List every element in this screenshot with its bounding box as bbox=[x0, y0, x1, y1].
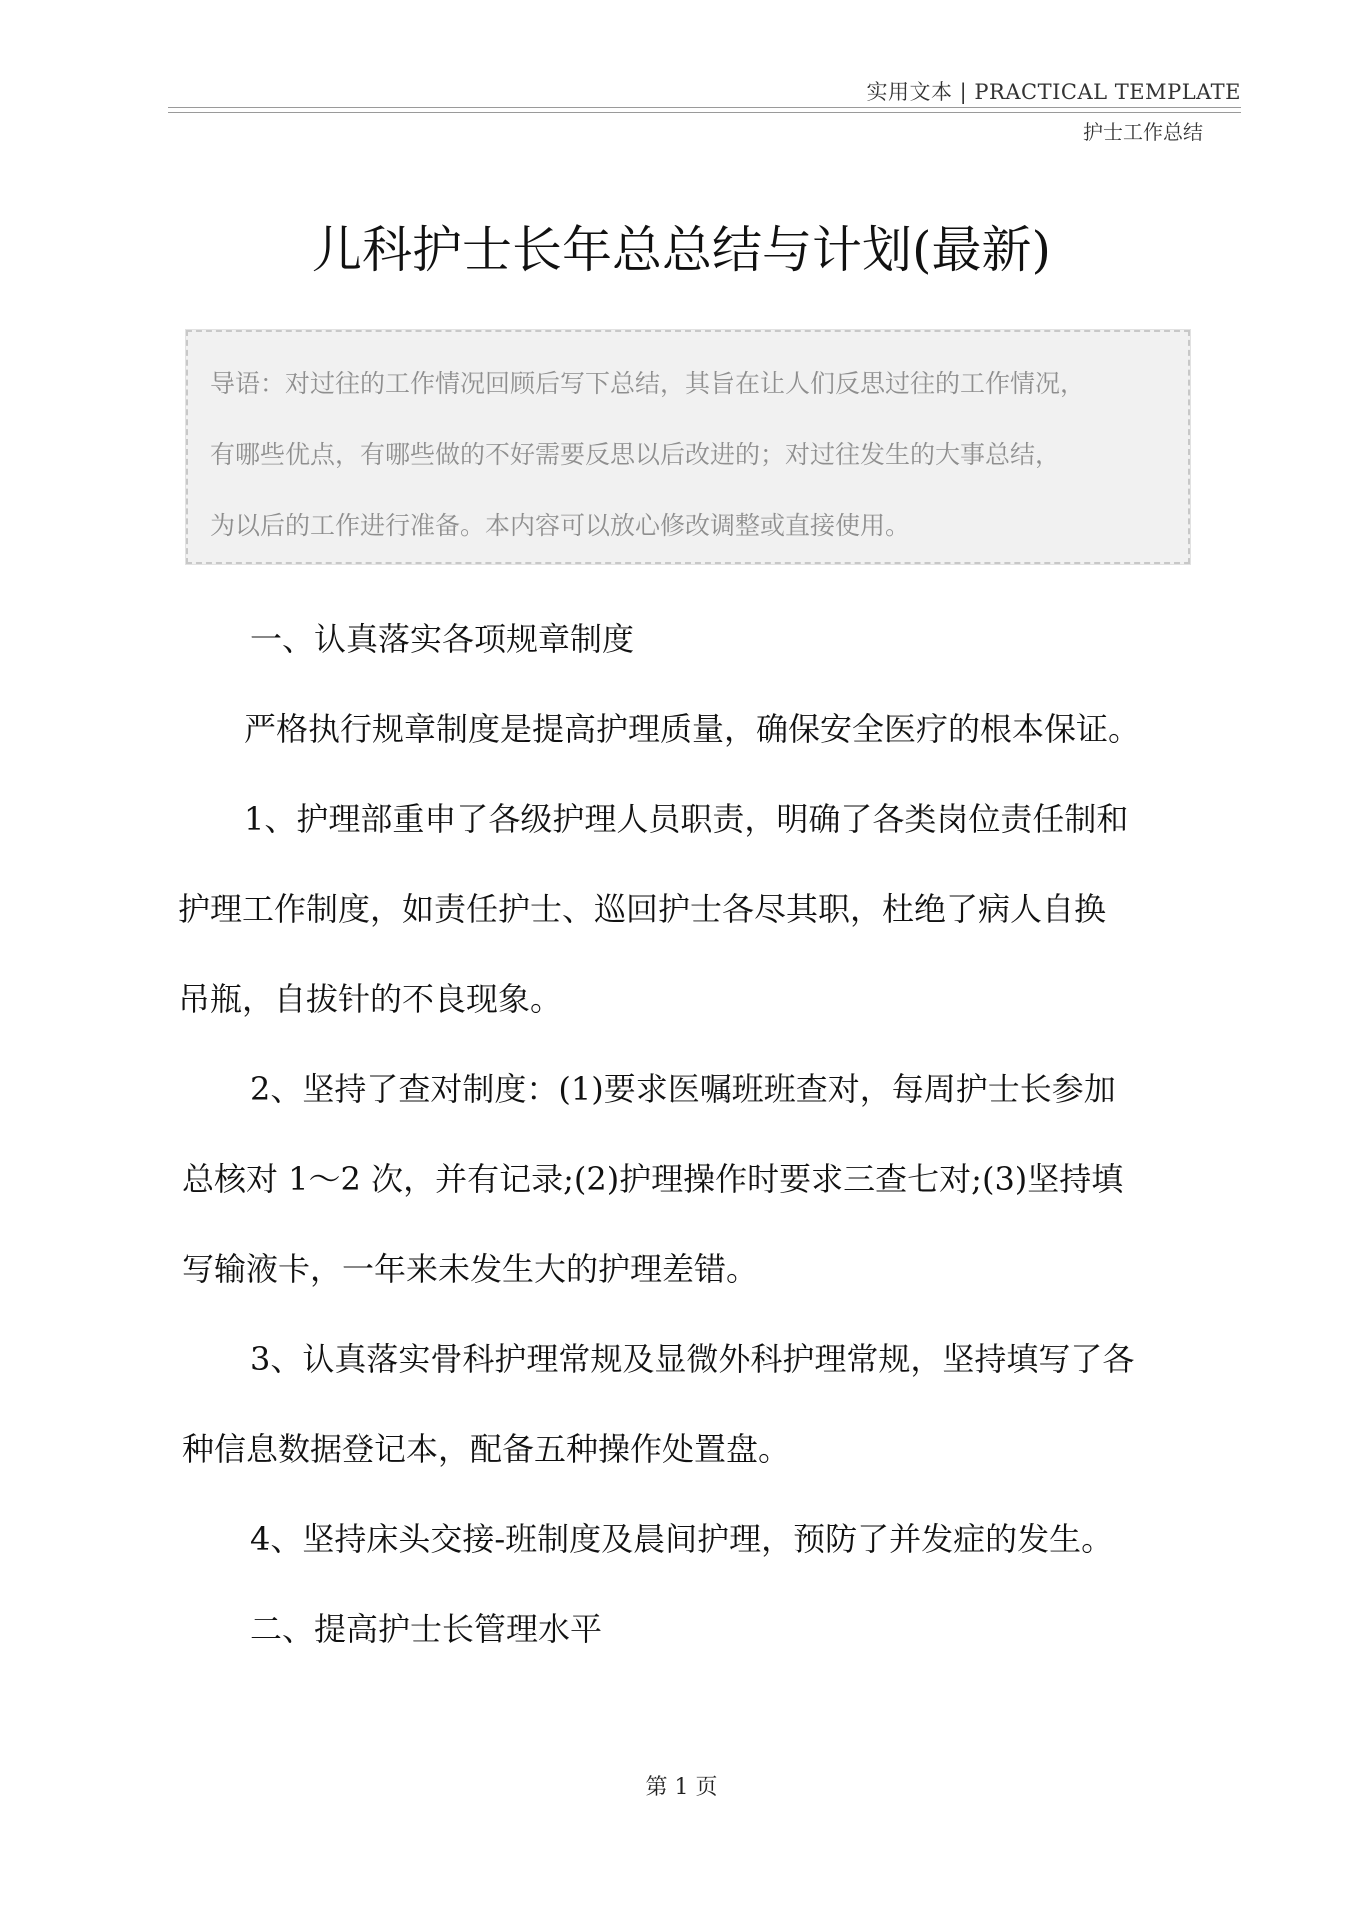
header-brand: 实用文本 | PRACTICAL TEMPLATE bbox=[866, 80, 1241, 104]
intro-line: 有哪些优点，有哪些做的不好需要反思以后改进的；对过往发生的大事总结， bbox=[210, 440, 1061, 469]
paragraph-line: 种信息数据登记本，配备五种操作处置盘。 bbox=[182, 1430, 791, 1468]
header-divider bbox=[168, 107, 1241, 113]
page-number: 第 1 页 bbox=[645, 1775, 718, 1800]
paragraph-line: 2、坚持了查对制度：(1)要求医嘱班班查对，每周护士长参加 bbox=[250, 1070, 1116, 1108]
header-category: 护士工作总结 bbox=[1083, 120, 1203, 144]
paragraph-line: 严格执行规章制度是提高护理质量，确保安全医疗的根本保证。 bbox=[244, 710, 1141, 748]
paragraph-line: 吊瓶，自拔针的不良现象。 bbox=[178, 980, 563, 1018]
section-heading: 一、认真落实各项规章制度 bbox=[250, 620, 635, 658]
paragraph-line: 护理工作制度，如责任护士、巡回护士各尽其职，杜绝了病人自换 bbox=[178, 890, 1107, 928]
document-title: 儿科护士长年总总结与计划(最新) bbox=[311, 221, 1051, 279]
paragraph-line: 1、护理部重申了各级护理人员职责，明确了各类岗位责任制和 bbox=[244, 800, 1129, 838]
paragraph-line: 总核对 1～2 次，并有记录;(2)护理操作时要求三查七对;(3)坚持填 bbox=[182, 1160, 1124, 1198]
section-heading: 二、提高护士长管理水平 bbox=[250, 1610, 603, 1648]
intro-line: 为以后的工作进行准备。本内容可以放心修改调整或直接使用。 bbox=[210, 511, 911, 540]
intro-line: 导语：对过往的工作情况回顾后写下总结，其旨在让人们反思过往的工作情况， bbox=[210, 369, 1086, 398]
paragraph-line: 写输液卡，一年来未发生大的护理差错。 bbox=[182, 1250, 759, 1288]
paragraph-line: 4、坚持床头交接-班制度及晨间护理，预防了并发症的发生。 bbox=[250, 1520, 1114, 1558]
paragraph-line: 3、认真落实骨科护理常规及显微外科护理常规，坚持填写了各 bbox=[250, 1340, 1135, 1378]
intro-box bbox=[186, 330, 1190, 564]
